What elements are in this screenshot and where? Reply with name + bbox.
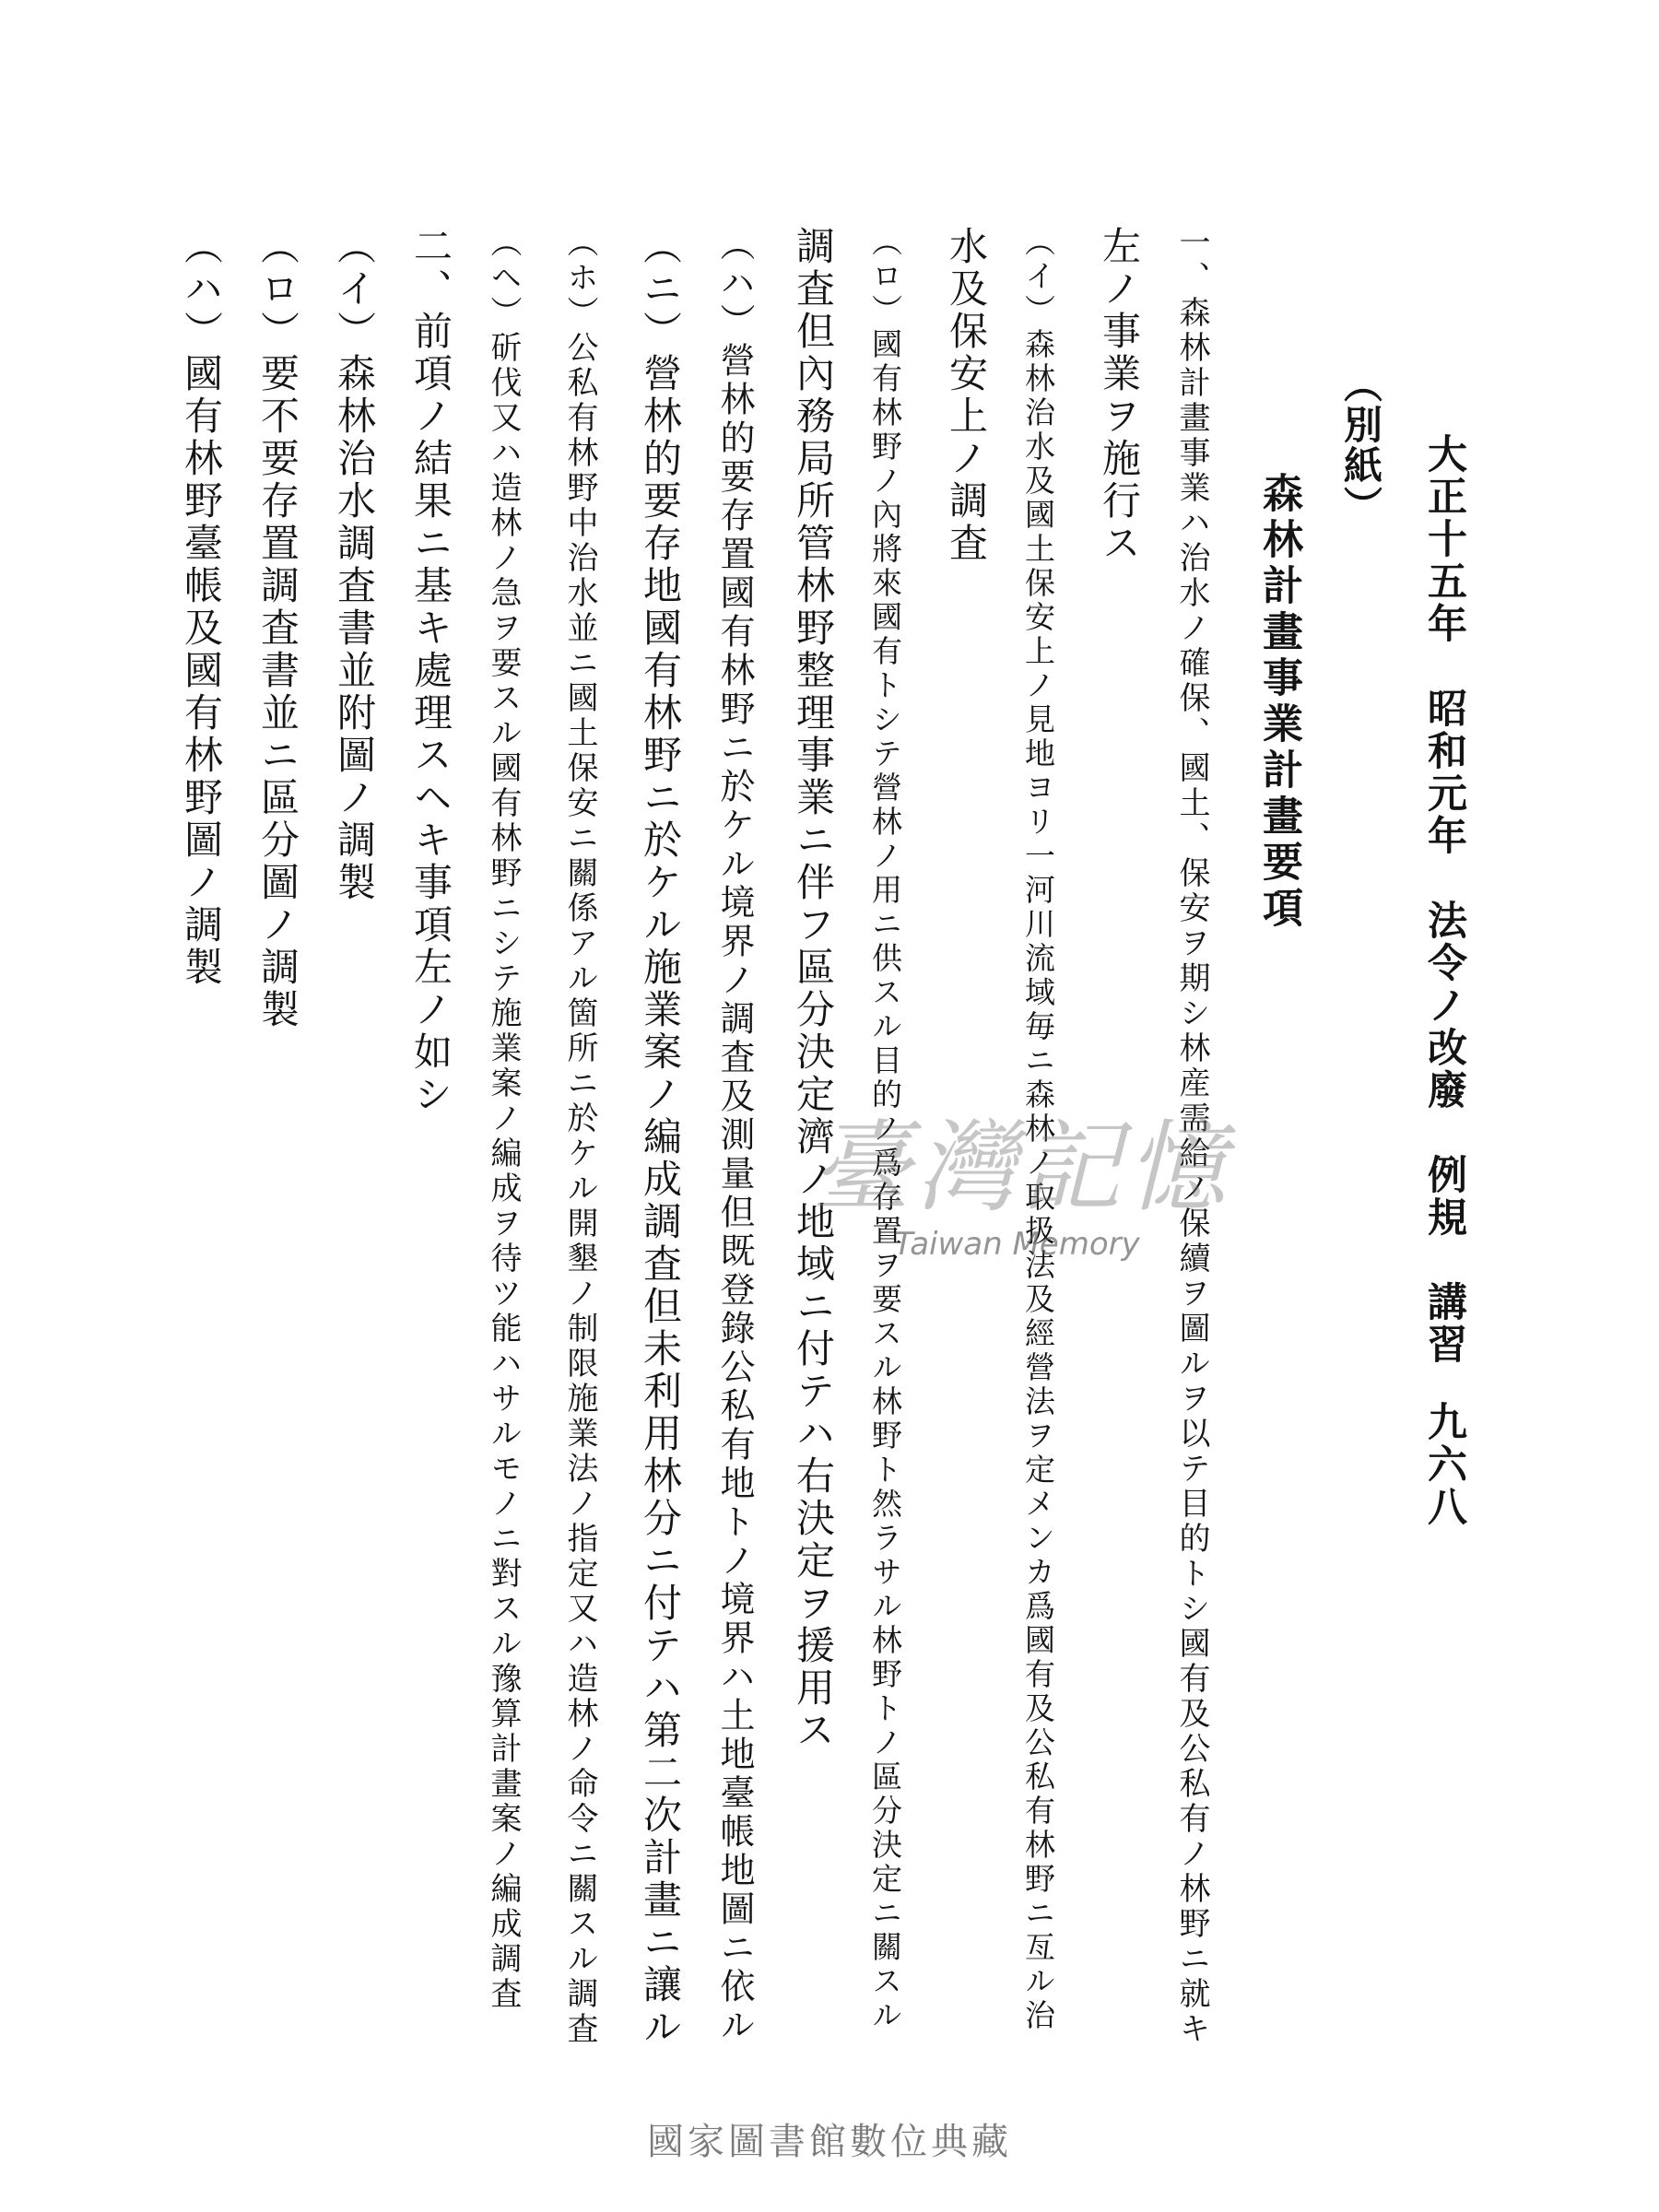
text-line: （イ）森林治水及國土保安上ノ見地ヨリ一河川流域毎ニ森林ノ取扱法及經營法ヲ定メンカ爲國有及公私有林野ニ亙ル治	[1020, 226, 1056, 2033]
text-line: 水及保安上ノ調査	[944, 226, 989, 565]
text-line: 調査但內務局所管林野整理事業ニ伴フ區分決定濟ノ地域ニ付テハ右決定ヲ援用ス	[791, 226, 836, 1752]
text-line: （ニ）營林的要存地國有林野ニ於ケル施業案ノ編成調査但未利用林分ニ付テハ第二次計畫ニ讓ル	[638, 226, 683, 2049]
page-number: 九六八	[1421, 1401, 1467, 1528]
text-line: 一、森林計畫事業ハ治水ノ確保、國土、保安ヲ期シ林産需給ノ保續ヲ圖ルヲ以テ目的トシ國有及公私有ノ林野ニ就キ	[1173, 226, 1210, 2047]
text-line: （ロ）要不要存置調査書並ニ區分圖ノ調製	[255, 226, 300, 1031]
text-line: 左ノ事業ヲ施行ス	[1097, 226, 1142, 565]
running-header: 大正十五年 昭和元年 法令ノ改廢 例規 講習	[1421, 433, 1467, 1366]
footer-credit: 國家圖書館數位典藏	[647, 2121, 1012, 2163]
attachment-label: （別紙）	[1338, 364, 1383, 526]
watermark-text: 臺灣記憶	[811, 1111, 1232, 1226]
text-line: （ハ）國有林野臺帳及國有林野圖ノ調製	[179, 226, 224, 989]
text-line: （ハ）營林的要存置國有林野ニ於ケル境界ノ調査及測量但既登錄公私有地トノ境界ハ土地臺帳地圖ニ依ル	[714, 226, 755, 2045]
text-line: （ヘ）斫伐又ハ造林ノ急ヲ要スル國有林野ニシテ施業案ノ編成ヲ待ツ能ハサルモノニ對スル豫算計畫案ノ編成調査	[485, 226, 522, 2012]
text-line: （ホ）公私有林野中治水並ニ國土保安ニ關係アル箇所ニ於ケル開墾ノ制限施業法ノ指定又ハ造林ノ命令ニ關スル調査	[561, 226, 598, 2047]
document-title: 森林計畫事業計畫要項	[1255, 472, 1302, 933]
text-line: （イ）森林治水調査書並附圖ノ調製	[332, 226, 377, 904]
watermark-subtitle: Taiwan Memory	[894, 1226, 1140, 1263]
text-line: 二、前項ノ結果ニ基キ處理スヘキ事項左ノ如シ	[408, 226, 453, 1116]
text-line: （ロ）國有林野ノ內將來國有トシテ營林ノ用ニ供スル目的ノ爲存置ヲ要スル林野ト然ラサル林野トノ區分決定ニ關スル	[867, 226, 903, 2033]
